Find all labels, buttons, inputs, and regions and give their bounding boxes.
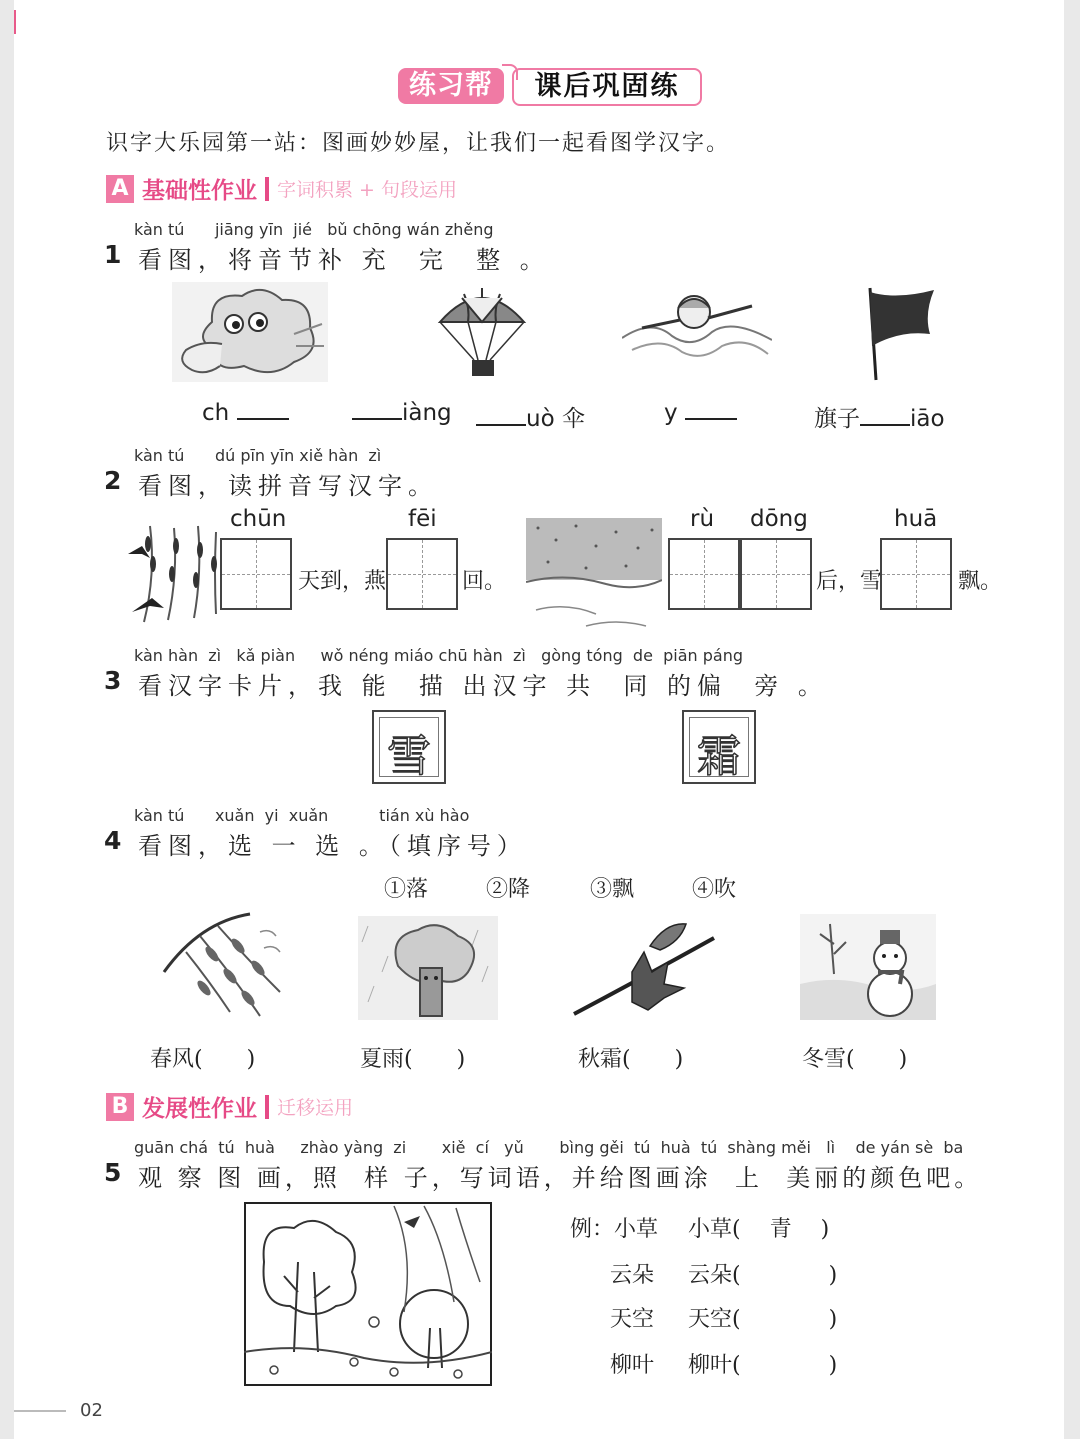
q5-row-2-right[interactable]: 云朵( ) xyxy=(688,1263,838,1288)
q1-number: 1 xyxy=(104,240,122,269)
section-a-header xyxy=(106,172,457,205)
q1-answer-3: uò 伞 xyxy=(476,400,585,433)
q2-number: 2 xyxy=(104,466,122,495)
q5-text: 观 察 图 画，照 样 子，写词语，并给图画涂 上 美丽的颜色吧。 xyxy=(138,1164,983,1192)
q5-row-1-left: 例：小草 xyxy=(570,1217,659,1242)
q1-answer-1: ch xyxy=(202,400,289,426)
q3-pinyin: kàn hàn zì kǎ piàn wǒ néng miáo chū hàn zì gòng tóng de piān páng xyxy=(134,646,743,665)
q2-pinyin-fei: fēi xyxy=(408,506,437,532)
snow-scene-picture xyxy=(526,518,662,634)
coloring-landscape-picture[interactable] xyxy=(244,1202,492,1386)
cloud-blowing-picture xyxy=(172,282,328,382)
winter-snowman-picture xyxy=(800,914,936,1020)
q4-pinyin: kàn tú xuǎn yi xuǎn tián xù hào xyxy=(134,806,470,825)
q4-label-autumn: 秋霜( ) xyxy=(578,1047,684,1072)
section-b-letter: B xyxy=(106,1093,134,1121)
autumn-frost-leaf-picture xyxy=(572,918,716,1018)
q2-pinyin-chun: chūn xyxy=(230,506,287,532)
q5-row-3-right[interactable]: 天空( ) xyxy=(688,1307,838,1332)
q4-option-4: ④吹 xyxy=(692,877,737,902)
char-card-shuang[interactable]: 霜 xyxy=(682,710,756,784)
willow-swallow-picture xyxy=(120,524,224,624)
spring-wind-willow-picture xyxy=(160,912,284,1024)
header-badge: 练习帮 xyxy=(398,68,504,104)
q1-pinyin: kàn tú jiāng yīn jié bǔ chōng wán zhěng xyxy=(134,220,494,239)
page-number: 02 xyxy=(80,1400,103,1421)
q5-number: 5 xyxy=(104,1158,122,1187)
q4-label-spring: 春风( ) xyxy=(150,1047,256,1072)
section-b-title: 发展性作业 xyxy=(142,1096,257,1122)
q5-row-1-right: 小草( 青 ) xyxy=(688,1217,830,1242)
header-title: 课后巩固练 xyxy=(512,68,702,106)
q1-text: 看图，将音节补 充 完 整 。 xyxy=(138,246,550,274)
q2-pinyin-ru: rù xyxy=(690,506,715,532)
q5-row-3-left: 天空 xyxy=(610,1307,655,1332)
q4-label-summer: 夏雨( ) xyxy=(360,1047,466,1072)
section-b-subtitle: 迁移运用 xyxy=(277,1097,354,1119)
q4-option-3: ③飘 xyxy=(590,877,635,902)
q4-option-2: ②降 xyxy=(486,877,531,902)
q3-text: 看汉字卡片，我 能 描 出汉字 共 同 的偏 旁 。 xyxy=(138,672,828,700)
section-b-header xyxy=(106,1090,353,1123)
summer-rain-tree-picture xyxy=(358,916,498,1020)
q5-pinyin: guān chá tú huà zhào yàng zi xiě cí yǔ bìng gěi tú huà tú shàng měi lì de yán sè ba xyxy=(134,1138,964,1157)
q5-row-4-left: 柳叶 xyxy=(610,1353,655,1378)
q1-answer-2: iàng xyxy=(352,400,452,426)
q2-pinyin-hua: huā xyxy=(894,506,938,532)
q1-answer-4: y xyxy=(664,400,737,426)
write-box-dong[interactable] xyxy=(740,538,812,610)
flag-picture xyxy=(856,284,940,384)
q2-text-1: 天到，燕 xyxy=(298,569,387,594)
write-box-fei[interactable] xyxy=(386,538,458,610)
write-box-chun[interactable] xyxy=(220,538,292,610)
q4-option-1: ①落 xyxy=(384,877,429,902)
q2-pinyin: kàn tú dú pīn yīn xiě hàn zì xyxy=(134,446,382,465)
q2-text: 看图，读拼音写汉字。 xyxy=(138,472,438,500)
q4-label-winter: 冬雪( ) xyxy=(802,1047,908,1072)
margin-mark xyxy=(14,10,16,34)
write-box-ru[interactable] xyxy=(668,538,740,610)
section-a-subtitle: 字词积累 + 句段运用 xyxy=(277,179,457,201)
footer-rule xyxy=(14,1410,66,1412)
parachute-picture xyxy=(434,282,530,380)
workbook-page xyxy=(14,0,1064,1439)
q2-text-4: 飘。 xyxy=(958,569,1003,594)
q2-text-2: 回。 xyxy=(462,569,507,594)
intro-text: 识字大乐园第一站：图画妙妙屋，让我们一起看图学汉字。 xyxy=(106,131,731,156)
char-card-xue[interactable]: 雪 xyxy=(372,710,446,784)
q5-row-2-left: 云朵 xyxy=(610,1263,655,1288)
q4-number: 4 xyxy=(104,826,122,855)
section-a-letter: A xyxy=(106,175,134,203)
write-box-hua[interactable] xyxy=(880,538,952,610)
q3-number: 3 xyxy=(104,666,122,695)
swimmer-picture xyxy=(622,288,772,368)
q2-text-3: 后，雪 xyxy=(816,569,883,594)
q1-answer-5: 旗子 iāo xyxy=(814,406,945,432)
q2-pinyin-dong: dōng xyxy=(750,506,808,532)
q5-row-4-right[interactable]: 柳叶( ) xyxy=(688,1353,838,1378)
section-a-title: 基础性作业 xyxy=(142,178,257,204)
q4-text: 看图，选 一 选 。（填序号） xyxy=(138,832,527,860)
